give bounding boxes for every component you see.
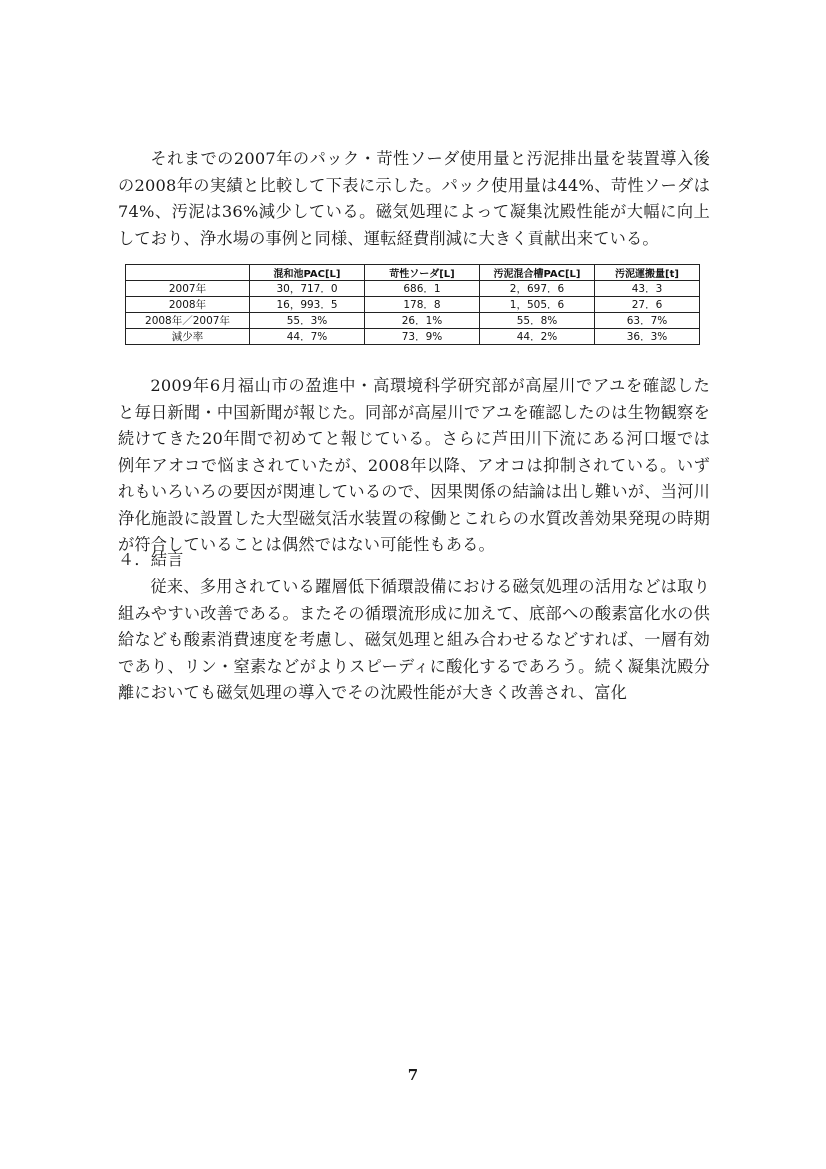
table-header-row (126, 265, 700, 281)
table-cell: 43．3 (595, 281, 700, 297)
table-cell: 63．7% (595, 313, 700, 329)
table-cell: 減少率 (126, 329, 250, 345)
paragraph-river-observation: 2009年6月福山市の盈進中・高環境科学研究部が高屋川でアユを確認したと毎日新聞・中国新聞が報じた。同部が高屋川でアユを確認したのは生物観察を続けてきた20年間で初めてと報じている。さらに芦田川下流にある河口堰では例年アオコで悩まされていたが、2008年以降、アオコは抑制されている。いずれもいろいろの要因が関連しているので、因果関係の結論は出し難いが、当河川浄化施設に設置した大型磁気活水装置の稼働とこれらの水質改善効果発現の時期が符合していることは偶然ではない可能性もある。 (118, 376, 710, 554)
table-cell: 27．6 (595, 297, 700, 313)
usage-comparison-table (125, 264, 700, 345)
table-cell: 686．1 (365, 281, 480, 297)
table-row (126, 281, 700, 297)
paragraph-usage-comparison: それまでの2007年のパック・苛性ソーダ使用量と汚泥排出量を装置導入後の2008年の実績と比較して下表に示した。パック使用量は44%、苛性ソーダは74%、汚泥は36%減少している。磁気処理によって凝集沈殿性能が大幅に向上しており、浄水場の事例と同様、運転経費削減に大きく貢献出来ている。 (118, 149, 710, 248)
table-cell: 55．8% (480, 313, 595, 329)
table-cell: 26．1% (365, 313, 480, 329)
page-number: 7 (407, 1066, 419, 1084)
table-cell: 2008年 (126, 297, 250, 313)
table-cell: 55．3% (250, 313, 365, 329)
table-cell: 2008年／2007年 (126, 313, 250, 329)
table-cell: 2，697．6 (480, 281, 595, 297)
table-header-cell: 汚泥運搬量[t] (595, 265, 700, 281)
table-cell: 2007年 (126, 281, 250, 297)
table-header-cell: 混和池PAC[L] (250, 265, 365, 281)
section-heading-conclusion: ４．結言 (118, 550, 184, 569)
table-cell: 178．8 (365, 297, 480, 313)
table-header-cell (126, 265, 250, 281)
table-cell: 16，993．5 (250, 297, 365, 313)
table-row (126, 329, 700, 345)
table-cell: 36．3% (595, 329, 700, 345)
table-cell: 1，505．6 (480, 297, 595, 313)
table-row (126, 313, 700, 329)
table-cell: 44．2% (480, 329, 595, 345)
table-header-cell: 苛性ソーダ[L] (365, 265, 480, 281)
table-row (126, 297, 700, 313)
paragraph-conclusion: 従来、多用されている躍層低下循環設備における磁気処理の活用などは取り組みやすい改善である。またその循環流形成に加えて、底部への酸素富化水の供給なども酸素消費速度を考慮し、磁気処理と組み合わせるなどすれば、一層有効であり、リン・窒素などがよりスピーディに酸化するであろう。続く凝集沈殿分離においても磁気処理の導入でその沈殿性能が大きく改善され、富化 (118, 577, 710, 702)
table-cell: 30，717．0 (250, 281, 365, 297)
table-cell: 73．9% (365, 329, 480, 345)
table-cell: 44．7% (250, 329, 365, 345)
table-header-cell: 汚泥混合槽PAC[L] (480, 265, 595, 281)
